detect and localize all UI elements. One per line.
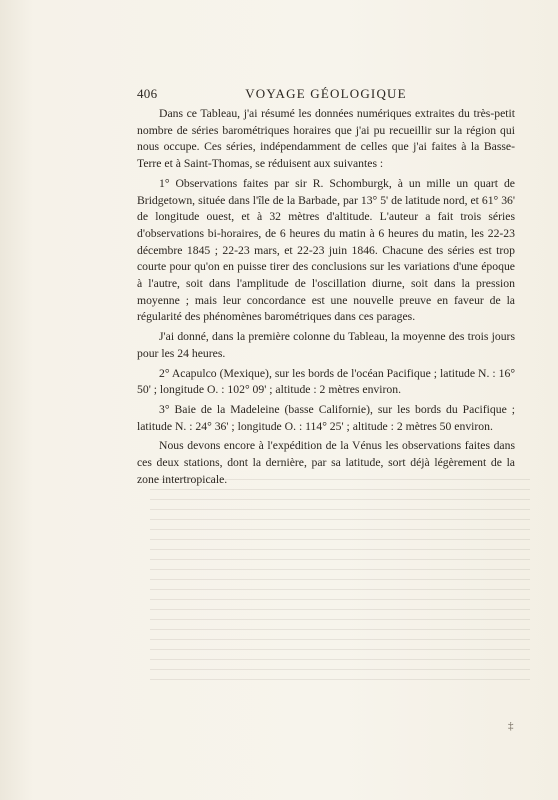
paragraph-observation-2: 2° Acapulco (Mexique), sur les bords de l'océan Pacifique ; latitude N. : 16° 50' ; longitude O. : 102° 09' ; altitude : 2 mètres environ. — [137, 366, 515, 397]
paragraph-average-note: J'ai donné, dans la première colonne du Tableau, la moyenne des trois jours pour les 24 heures. — [137, 330, 515, 360]
paragraph-observation-1: 1° Observations faites par sir R. Schomburgk, à un mille un quart de Bridgetown, située dans l'île de la Barbade, par 13° 5' de latitude nord, et 61° 36' de longitude ouest, et à 32 mètres d'altitude. L'auteur a fait trois séries d'observations bi-horaires, de 6 heures du matin à 6 heures du matin, les 22-23 décembre 1845 ; 22-23 mars, et 22-23 juin 1846. Chacune des séries est trop courte pour qu'on en puisse tirer des conclusions sur les variations d'une époque à l'autre, soit dans l'amplitude de l'oscillation diurne, soit dans la pression moyenne ; mais leur concordance est une nouvelle preuve en faveur de la régularité des phénomènes barométriques dans ces parages. — [137, 176, 515, 324]
margin-mark: ‡ — [508, 720, 514, 732]
paragraph-intro: Dans ce Tableau, j'ai résumé les données numériques extraites du très-petit nombre de séries barométriques horaires que j'ai pu recueillir sur la région qui nous occupe. Ces séries, indépendamment de celles que j'ai faites à la Basse-Terre et à Saint-Thomas, se réduisent aux suivantes : — [137, 107, 515, 171]
paragraph-venus-expedition: Nous devons encore à l'expédition de la Vénus les observations faites dans ces deux stations, dont la dernière, par sa latitude, sort déjà légèrement de la zone intertropicale. — [137, 439, 515, 486]
page-header — [137, 86, 515, 102]
paragraph-observation-3: 3° Baie de la Madeleine (basse Californie), sur les bords du Pacifique ; latitude N. : 24° 36' ; longitude O. : 114° 25' ; altitude : 2 mètres 50 environ. — [137, 402, 515, 433]
running-title: VOYAGE GÉOLOGIQUE — [245, 86, 407, 101]
show-through-text — [150, 470, 530, 710]
body-text — [137, 106, 515, 488]
page-number: 406 — [137, 86, 158, 101]
